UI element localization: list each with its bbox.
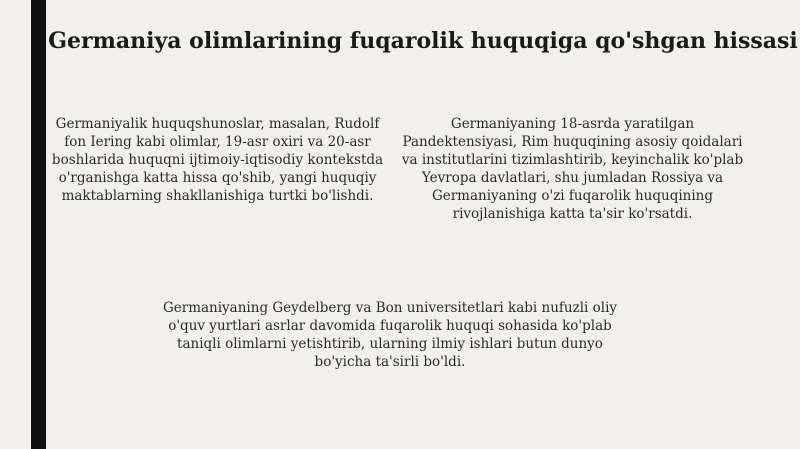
slide-title: Germaniya olimlarining fuqarolik huquqiga qo'shgan hissasi	[48, 28, 798, 54]
text-block-bottom: Germaniyaning Geydelberg va Bon universitetlari kabi nufuzli oliy o'quv yurtlari asrlar davomida fuqarolik huquqi sohasida ko'plab taniqli olimlarni yetishtirib, ularning ilmiy ishlari butun dunyo bo'yicha ta'sirli bo'ldi.	[162, 300, 618, 370]
text-block-right: Germaniyaning 18-asrda yaratilgan Pandektensiyasi, Rim huquqining asosiy qoidalari va institutlarini tizimlashtirib, keyinchalik ko'plab Yevropa davlatlari, shu jumladan Rossiya va Germaniyaning o'zi fuqarolik huquqining rivojlanishiga katta ta'sir ko'rsatdi.	[401, 116, 744, 222]
accent-bar	[31, 0, 46, 449]
text-block-left: Germaniyalik huquqshunoslar, masalan, Rudolf fon Iering kabi olimlar, 19-asr oxiri va 20-asr boshlarida huquqni ijtimoiy-iqtisodiy kontekstda o'rganishga katta hissa qo'shib, yangi huquqiy maktablarning shakllanishiga turtki bo'lishdi.	[51, 116, 384, 204]
